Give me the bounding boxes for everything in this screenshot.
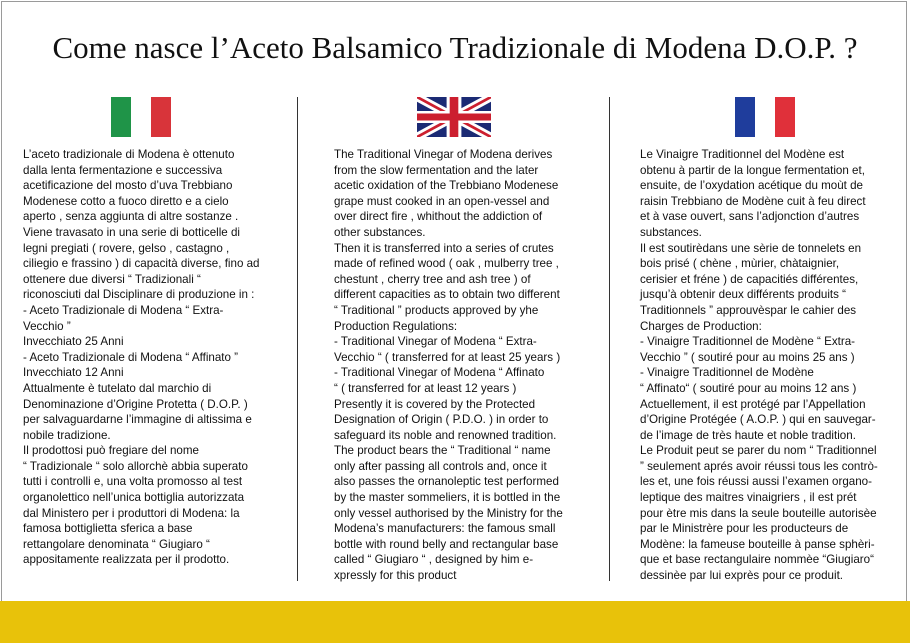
- french-text-column: Le Vinaigre Traditionnel del Modène est obtenu à partir de la longue fermentation et, ensuite, de l’oxydation acétique du moùt de raisin Trebbiano de Modène cuit à feu direct et à vase ouvert, sans l’adjonction d’autres substances. Il est soutirèdans une sèrie de tonnelets en bois prisé ( chène , mùrier, chàtaignier, cerisier et fréne ) de capacitiés différentes, jusqu’à obtenir deux différents produits “ Traditionnels ” approuvèspar le cahier des Charges de Production: - Vinaigre Traditionnel de Modène “ Extra- Vecchio ” ( soutiré pour au moins 25 ans ) - Vinaigre Traditionnel de Modène “ Affinato“ ( soutiré pour au moins 12 ans ) Actuellement, il est protégé par l’Appellation d’Origine Protégée ( A.O.P. ) qui en sauvegar- de l’image de très haute et noble tradition. Le Produit peut se parer du nom “ Traditionnel ” seulement aprés avoir réussi tous les contrò- les et, une fois réussi aussi l’examen organo- leptique des maitres vinaigriers , il est prét pour ètre mis dans la seule bouteille autorisèe par le Ministrère pour les producteurs de Modène: la fameuse bouteille à panse sphèri- que et base rectangulaire nommèe “Giugiaro“ dessinèe par lui exprès pour ce produit.: [640, 148, 878, 583]
- column-divider-right: [609, 97, 610, 581]
- footer-bar: [0, 601, 910, 643]
- italy-flag-icon: [111, 97, 171, 137]
- france-flag-icon: [735, 97, 795, 137]
- page-title: Come nasce l’Aceto Balsamico Tradizionale di Modena D.O.P. ?: [52, 30, 858, 65]
- uk-flag-icon: [417, 97, 491, 137]
- italian-text-column: L’aceto tradizionale di Modena è ottenuto dalla lenta fermentazione e successiva acetificazione del mosto d’uva Trebbiano Modenese cotto a fuoco diretto e a cielo aperto , senza aggiunta di altre sostanze . Viene travasato in una serie di botticelle di legni pregiati ( rovere, gelso , castagno , ciliegio e frassino ) di capacità diverse, fino ad ottenere due diversi “ Tradizionali “ riconosciuti dal Disciplinare di produzione in : - Aceto Tradizionale di Modena “ Extra- Vecchio ” Invecchiato 25 Anni - Aceto Tradizionale di Modena “ Affinato ” Invecchiato 12 Anni Attualmente è tutelato dal marchio di Denominazione d’Origine Protetta ( D.O.P. ) per salvaguardarne l’immagine di altissima e nobile tradizione. Il prodottosi può fregiare del nome “ Tradizionale “ solo allorchè abbia superato tutti i controlli e, una volta promosso al test organolettico nell’unica bottiglia autorizzata dal Ministero per i produttori di Modena: la famosa bottiglietta sferica a base rettangolare denominata “ Giugiaro “ appositamente realizzata per il prodotto.: [23, 148, 260, 567]
- column-divider-left: [297, 97, 298, 581]
- english-text-column: The Traditional Vinegar of Modena derives from the slow fermentation and the later acetic oxidation of the Trebbiano Modenese grape must cooked in an open-vessel and over direct fire , whithout the addiction of other substances. Then it is transferred into a series of crutes made of refined wood ( oak , mulberry tree , chestunt , cherry tree and ash tree ) of different capacities as to obtain two different “ Traditional ” products approved by yhe Production Regulations: - Traditional Vinegar of Modena “ Extra- Vecchio “ ( transferred for at least 25 years ) - Traditional Vinegar of Modena “ Affinato “ ( transferred for at least 12 years ) Presently it is covered by the Protected Designation of Origin ( P.D.O. ) in order to safeguard its noble and renowned tradition. The product bears the “ Traditional “ name only after passing all controls and, once it also passes the ornanoleptic test performed by the master sommeliers, it is bottled in the only vessel authorised by the Ministry for the Modena’s manufacturers: the famous small bottle with round belly and rectangular base called “ Giugiaro “ , designed by him e- xpressly for this product: [334, 148, 563, 583]
